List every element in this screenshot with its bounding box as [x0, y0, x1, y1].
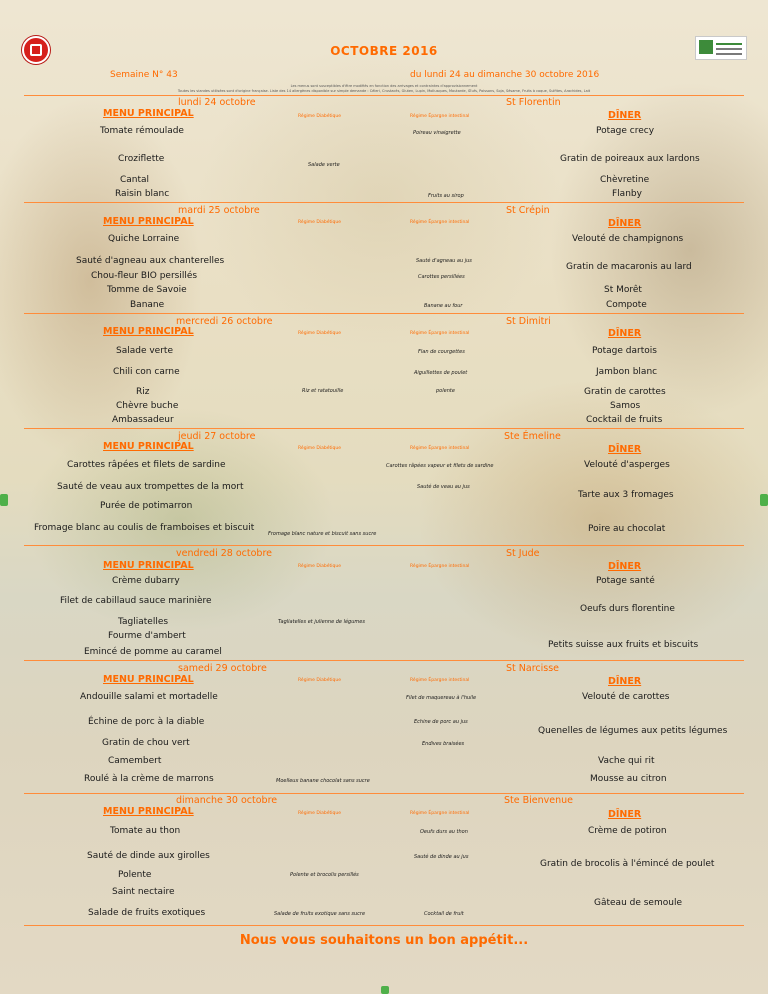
menu-item: Fromage blanc au coulis de framboises et biscuit: [34, 523, 255, 533]
regime-diabetique-label: Régime Diabétique: [298, 331, 341, 336]
menu-principal-label: MENU PRINCIPAL: [103, 674, 194, 685]
menu-item: Purée de potimarron: [100, 501, 193, 511]
menu-item: Chèvre buche: [116, 401, 179, 411]
day-separator: [24, 545, 744, 546]
diner-item: Crème de potiron: [588, 826, 667, 836]
menu-item: Saint nectaire: [112, 887, 175, 897]
diner-item: Jambon blanc: [596, 367, 658, 377]
menu-principal-label: MENU PRINCIPAL: [103, 108, 194, 119]
diner-item: Mousse au citron: [590, 774, 667, 784]
epargne-item: Cocktail de fruit: [424, 911, 464, 917]
regime-diabetique-label: Régime Diabétique: [298, 564, 341, 569]
epargne-item: Carottes râpées vapeur et filets de sardine: [386, 463, 494, 469]
regime-epargne-label: Régime Épargne intestinal: [410, 564, 470, 569]
diner-item: Gratin de macaronis au lard: [566, 262, 692, 272]
day-saint: St Dimitri: [506, 316, 551, 327]
diner-label: DÎNER: [608, 561, 642, 572]
menu-principal-label: MENU PRINCIPAL: [103, 806, 194, 817]
menu-item: Filet de cabillaud sauce marinière: [60, 596, 212, 606]
regime-diabetique-label: Régime Diabétique: [298, 811, 341, 816]
regime-diabetique-label: Régime Diabétique: [298, 114, 341, 119]
diner-item: Poire au chocolat: [588, 524, 666, 534]
menu-item: Croziflette: [118, 154, 165, 164]
day-saint: St Narcisse: [506, 663, 560, 674]
menu-item: Tomate rémoulade: [100, 126, 184, 136]
menu-item: Tagliatelles: [118, 617, 169, 627]
day-separator: [24, 95, 744, 96]
date-range: du lundi 24 au dimanche 30 octobre 2016: [410, 70, 600, 80]
menu-principal-label: MENU PRINCIPAL: [103, 441, 194, 452]
day-saint: Ste Émeline: [504, 431, 561, 442]
epargne-item: Sauté de dinde au jus: [414, 854, 469, 860]
day-separator: [24, 313, 744, 314]
day-saint: St Crépin: [506, 205, 550, 216]
week-number: Semaine N° 43: [110, 70, 178, 80]
diner-item: Vache qui rit: [598, 756, 655, 766]
diner-item: Velouté de champignons: [572, 234, 684, 244]
frame-marker: [381, 986, 389, 994]
menu-item: Raisin blanc: [115, 189, 170, 199]
menu-item: Andouille salami et mortadelle: [80, 692, 218, 702]
diner-item: Potage dartois: [592, 346, 657, 356]
diabetique-item: Fromage blanc nature et biscuit sans sucre: [268, 531, 377, 537]
diner-item: Gâteau de semoule: [594, 898, 682, 908]
diner-item: Petits suisse aux fruits et biscuits: [548, 640, 699, 650]
epargne-item: Sauté de veau au jus: [417, 484, 470, 490]
menu-item: Sauté de dinde aux girolles: [87, 851, 210, 861]
regime-epargne-label: Régime Épargne intestinal: [410, 811, 470, 816]
epargne-item: Echine de porc au jus: [414, 719, 468, 725]
diner-item: Chèvretine: [600, 175, 650, 185]
diabetique-item: Salade verte: [308, 162, 340, 168]
diner-item: Oeufs durs florentine: [580, 604, 675, 614]
menu-item: Quiche Lorraine: [108, 234, 180, 244]
diner-label: DÎNER: [608, 110, 642, 121]
menu-item: Camembert: [108, 756, 162, 766]
day-saint: St Jude: [506, 548, 540, 559]
day-saint: St Florentin: [506, 97, 561, 108]
day-date: mercredi 26 octobre: [176, 316, 273, 327]
diner-item: Potage santé: [596, 576, 655, 586]
menu-item: Échine de porc à la diable: [88, 717, 205, 727]
diner-item: Velouté de carottes: [582, 692, 670, 702]
regime-diabetique-label: Régime Diabétique: [298, 678, 341, 683]
page-title: OCTOBRE 2016: [330, 44, 438, 58]
menu-item: Chou-fleur BIO persillés: [91, 271, 198, 281]
diner-label: DÎNER: [608, 218, 642, 229]
diner-item: Potage crecy: [596, 126, 655, 136]
diabetique-item: Moelleux banane chocolat sans sucre: [276, 778, 370, 784]
menu-principal-label: MENU PRINCIPAL: [103, 560, 194, 571]
epargne-item: Flan de courgettes: [418, 349, 465, 355]
menu-item: Riz: [136, 387, 150, 397]
info-note-1: Les menus sont susceptibles d'être modifiés en fonction des arrivages et contraintes d'approvisionnement: [290, 84, 478, 88]
day-date: jeudi 27 octobre: [178, 431, 256, 442]
regime-epargne-label: Régime Épargne intestinal: [410, 678, 470, 683]
diner-item: Flanby: [612, 189, 642, 199]
menu-item: Chili con carne: [113, 367, 180, 377]
menu-item: Sauté de veau aux trompettes de la mort: [57, 482, 244, 492]
diner-item: Cocktail de fruits: [586, 415, 663, 425]
menu-item: Fourme d'ambert: [108, 631, 186, 641]
day-separator: [24, 660, 744, 661]
menu-item: Salade verte: [116, 346, 173, 356]
menu-item: Salade de fruits exotiques: [88, 908, 206, 918]
frame-marker: [760, 494, 768, 506]
regime-epargne-label: Régime Épargne intestinal: [410, 331, 470, 336]
diner-item: Gratin de brocolis à l'émincé de poulet: [540, 859, 715, 869]
menu-item: Crème dubarry: [112, 576, 180, 586]
epargne-item: Fruits au sirop: [428, 193, 464, 199]
diner-label: DÎNER: [608, 444, 642, 455]
regime-epargne-label: Régime Épargne intestinal: [410, 446, 470, 451]
regime-diabetique-label: Régime Diabétique: [298, 446, 341, 451]
day-saint: Ste Bienvenue: [504, 795, 573, 806]
diner-item: Gratin de carottes: [584, 387, 666, 397]
epargne-item: Carottes persillées: [418, 274, 465, 280]
diabetique-item: Tagliatelles et julienne de légumes: [278, 619, 365, 625]
menu-item: Tomme de Savoie: [107, 285, 187, 295]
diner-item: Gratin de poireaux aux lardons: [560, 154, 700, 164]
frame-marker: [0, 494, 8, 506]
day-date: dimanche 30 octobre: [176, 795, 278, 806]
epargne-item: Poireau vinaigrette: [413, 130, 461, 136]
diner-label: DÎNER: [608, 809, 642, 820]
regime-epargne-label: Régime Épargne intestinal: [410, 220, 470, 225]
menu-item: Tomate au thon: [110, 826, 181, 836]
regime-diabetique-label: Régime Diabétique: [298, 220, 341, 225]
diner-label: DÎNER: [608, 328, 642, 339]
day-date: mardi 25 octobre: [178, 205, 260, 216]
diner-item: Compote: [606, 300, 647, 310]
epargne-item: Aiguillettes de poulet: [414, 370, 468, 376]
diabetique-item: Salade de fruits exotique sans sucre: [274, 911, 366, 917]
info-note-2: Toutes les viandes utilisées sont d'origine française. Liste des 14 allergènes disponible sur simple demande : Céleri, Crustacés, Gluten, Lupin, Mollusques, Moutarde, Œufs, Poissons, Soja, Sésame, Fruits à coque, Sulfites, Arachides, Lait: [177, 89, 591, 93]
menu-principal-label: MENU PRINCIPAL: [103, 216, 194, 227]
day-date: samedi 29 octobre: [178, 663, 267, 674]
epargne-item: Banane au four: [424, 303, 463, 309]
menu-principal-label: MENU PRINCIPAL: [103, 326, 194, 337]
day-separator: [24, 793, 744, 794]
menu-item: Banane: [130, 300, 165, 310]
diner-label: DÎNER: [608, 676, 642, 687]
epargne-item: Filet de maquereau à l'huile: [406, 695, 477, 701]
diner-item: Tarte aux 3 fromages: [578, 490, 674, 500]
day-date: vendredi 28 octobre: [176, 548, 273, 559]
menu-item: Roulé à la crème de marrons: [84, 774, 214, 784]
diabetique-item: Polente et brocolis persillés: [290, 872, 359, 878]
diner-item: Velouté d'asperges: [584, 460, 670, 470]
day-separator: [24, 202, 744, 203]
menu-item: Sauté d'agneau aux chanterelles: [76, 256, 225, 266]
diner-item: Quenelles de légumes aux petits légumes: [538, 726, 728, 736]
epargne-item: polente: [436, 388, 455, 394]
regime-epargne-label: Régime Épargne intestinal: [410, 114, 470, 119]
diner-item: Samos: [610, 401, 641, 411]
day-separator: [24, 428, 744, 429]
day-separator: [24, 925, 744, 926]
menu-item: Polente: [118, 870, 152, 880]
menu-item: Gratin de chou vert: [102, 738, 190, 748]
epargne-item: Oeufs durs au thon: [420, 829, 468, 835]
footer-message: Nous vous souhaitons un bon appétit...: [239, 933, 529, 948]
epargne-item: Endives braisées: [422, 741, 465, 747]
menu-item: Cantal: [120, 175, 150, 185]
diner-item: St Morêt: [604, 285, 642, 295]
menu-item: Ambassadeur: [112, 415, 174, 425]
menu-item: Emincé de pomme au caramel: [84, 647, 222, 657]
day-date: lundi 24 octobre: [178, 97, 256, 108]
menu-item: Carottes râpées et filets de sardine: [67, 460, 226, 470]
epargne-item: Sauté d'agneau au jus: [416, 258, 472, 264]
diabetique-item: Riz et ratatouille: [302, 388, 344, 394]
